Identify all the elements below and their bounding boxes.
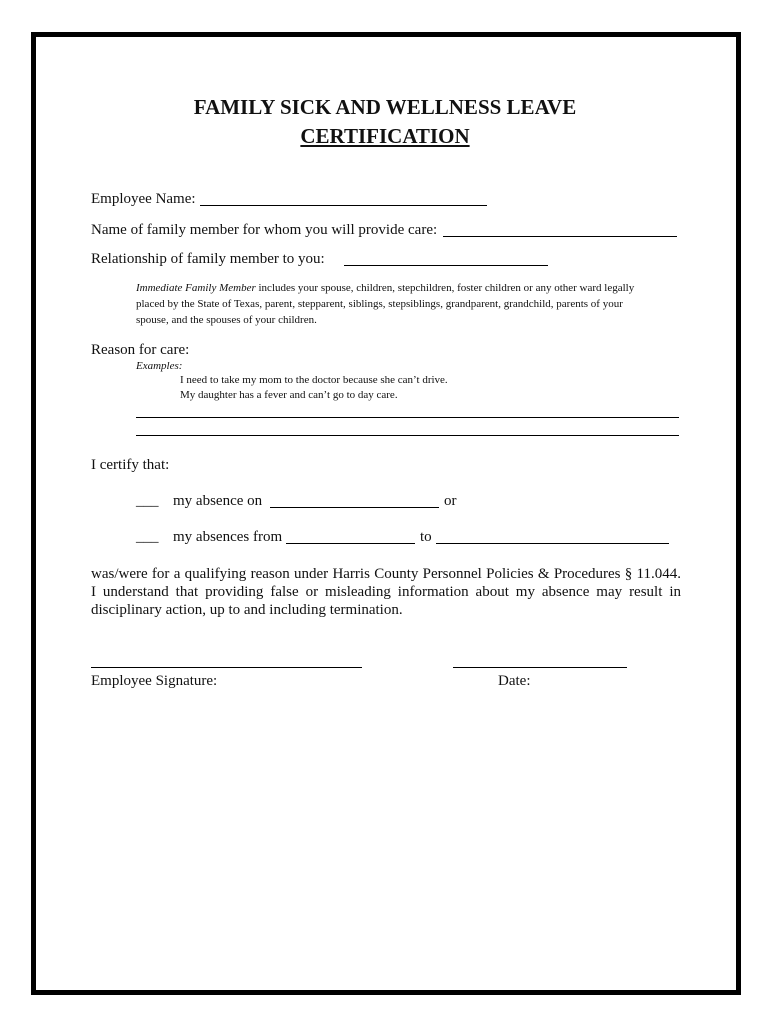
employee-name-label: Employee Name: bbox=[91, 191, 196, 207]
examples-label: Examples: bbox=[136, 360, 183, 372]
absence-on-checkbox[interactable]: ___ bbox=[136, 493, 159, 509]
absences-from-checkbox[interactable]: ___ bbox=[136, 529, 159, 545]
relationship-label: Relationship of family member to you: bbox=[91, 251, 325, 267]
reason-label: Reason for care: bbox=[91, 342, 190, 358]
signature-label: Employee Signature: bbox=[91, 673, 218, 689]
page-border bbox=[31, 32, 741, 995]
form-title: FAMILY SICK AND WELLNESS LEAVE bbox=[193, 95, 577, 119]
reason-line-1[interactable] bbox=[136, 417, 679, 418]
immediate-family-term: Immediate Family Member bbox=[136, 282, 256, 294]
relationship-field[interactable] bbox=[344, 265, 548, 266]
example-2: My daughter has a fever and can’t go to day care. bbox=[180, 389, 398, 401]
date-field[interactable] bbox=[453, 667, 627, 668]
certify-label: I certify that: bbox=[91, 457, 170, 473]
employee-name-field[interactable] bbox=[200, 205, 487, 206]
family-member-label: Name of family member for whom you will provide care: bbox=[91, 222, 438, 238]
date-label: Date: bbox=[498, 673, 531, 689]
or-label: or bbox=[444, 493, 457, 509]
example-1: I need to take my mom to the doctor because she can’t drive. bbox=[180, 374, 448, 386]
signature-field[interactable] bbox=[91, 667, 362, 668]
absences-to-date-field[interactable] bbox=[436, 543, 669, 544]
absence-on-label: my absence on bbox=[173, 493, 263, 509]
family-member-field[interactable] bbox=[443, 236, 677, 237]
to-label: to bbox=[420, 529, 432, 545]
absences-from-date-field[interactable] bbox=[286, 543, 415, 544]
reason-line-2[interactable] bbox=[136, 435, 679, 436]
absence-on-date-field[interactable] bbox=[270, 507, 439, 508]
form-subtitle: CERTIFICATION bbox=[300, 124, 470, 148]
certification-statement: was/were for a qualifying reason under Harris County Personnel Policies & Procedures § 11.044. I understand that providing false or misleading information about my absence may result in disciplinary action, up to and including termination. bbox=[91, 566, 681, 618]
absences-from-label: my absences from bbox=[173, 529, 283, 545]
immediate-family-note bbox=[136, 280, 656, 328]
immediate-family-text: includes your spouse, children, stepchildren, foster children or any other ward legally placed by the State of Texas, parent, stepparent, siblings, stepsiblings, grandparent, grandchild, parents of your spouse, and the spouses of your children. bbox=[136, 282, 635, 326]
